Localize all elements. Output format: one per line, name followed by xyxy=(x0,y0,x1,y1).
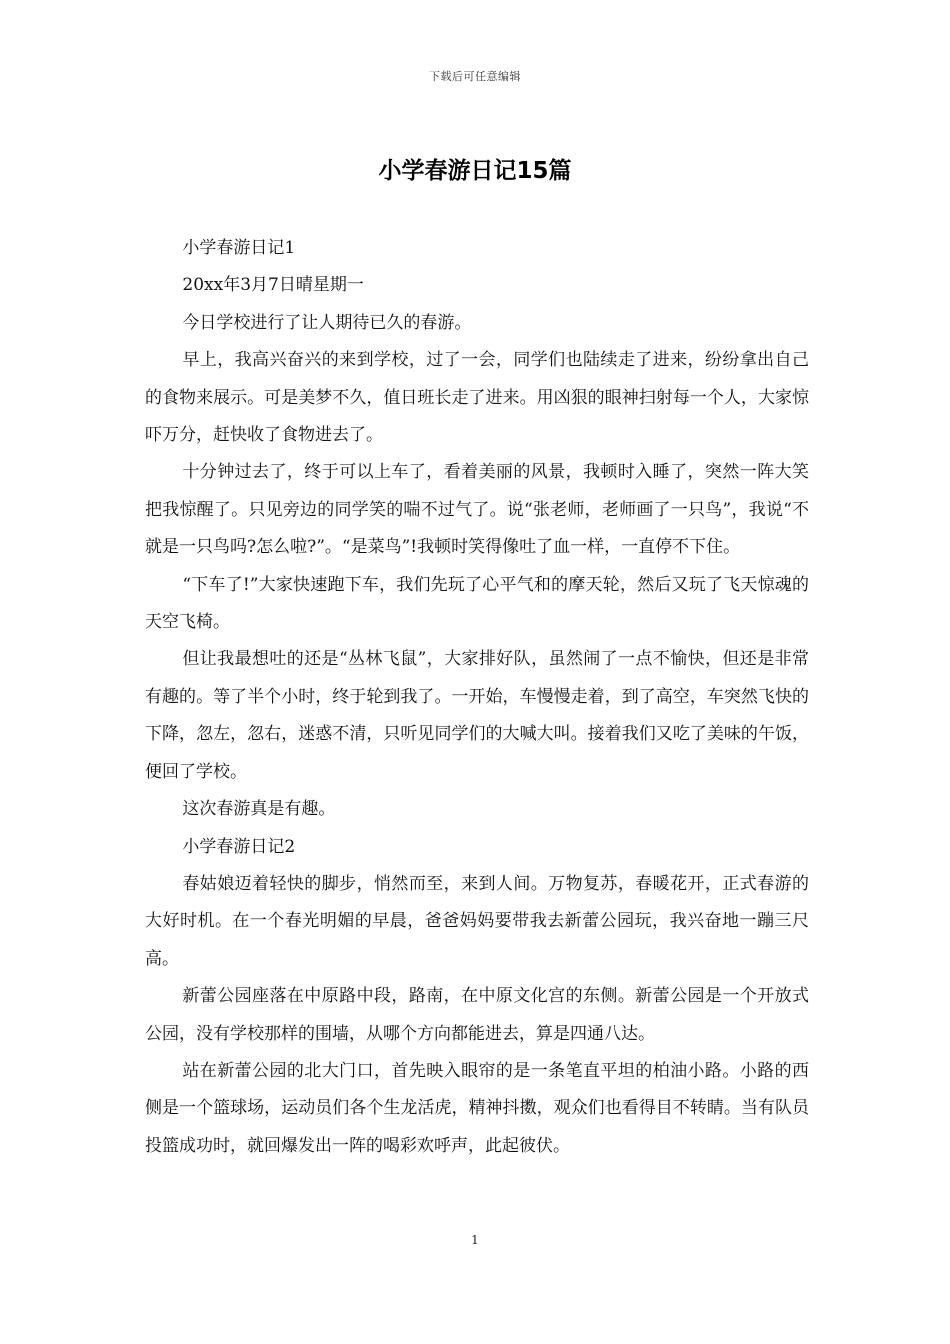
header-note: 下载后可任意编辑 xyxy=(429,70,521,83)
body-paragraph: 站在新蕾公园的北大门口，首先映入眼帘的是一条笔直平坦的柏油小路。小路的西侧是一个篮球场，运动员们各个生龙活虎，精神抖擞，观众们也看得目不转睛。当有队员投篮成功时，就回爆发出一阵的喝彩欢呼声，此起彼伏。 xyxy=(145,1060,809,1156)
body-paragraph: 但让我最想吐的还是“丛林飞鼠”，大家排好队，虽然闹了一点不愉快，但还是非常有趣的。等了半个小时，终于轮到我了。一开始，车慢慢走着，到了高空，车突然飞快的下降，忽左，忽右，迷惑不清，只听见同学们的大喊大叫。接着我们又吃了美味的午饭，便回了学校。 xyxy=(145,649,809,782)
body-paragraph: 今日学校进行了让人期待已久的春游。 xyxy=(182,312,472,333)
body-paragraph: 春姑娘迈着轻快的脚步，悄然而至，来到人间。万物复苏，春暖花开，正式春游的大好时机。在一个春光明媚的早晨，爸爸妈妈要带我去新蕾公园玩，我兴奋地一蹦三尺高。 xyxy=(145,873,809,969)
subheading-diary-1: 小学春游日记1 xyxy=(182,238,296,258)
subheading-diary-2: 小学春游日记2 xyxy=(182,836,296,857)
body-paragraph: 这次春游真是有趣。 xyxy=(182,799,336,820)
document-title: 小学春游日记15篇 xyxy=(378,158,572,184)
body-paragraph: 早上，我高兴奋兴的来到学校，过了一会，同学们也陆续走了进来，纷纷拿出自己的食物来展示。可是美梦不久，值日班长走了进来。用凶狠的眼神扫射每一个人，大家惊吓万分，赶快收了食物进去了。 xyxy=(145,350,809,446)
body-paragraph: 十分钟过去了，终于可以上车了，看着美丽的风景，我顿时入睡了，突然一阵大笑把我惊醒了。只见旁边的同学笑的喘不过气了。说“张老师，老师画了一只鸟”，我说“不就是一只鸟吗?怎么啦?”。“是菜鸟”!我顿时笑得像吐了血一样，一直停不下住。 xyxy=(145,462,809,558)
date-line: 20xx年3月7日晴星期一 xyxy=(182,275,364,296)
page-number: 1 xyxy=(471,1233,479,1247)
body-paragraph: “下车了!”大家快速跑下车，我们先玩了心平气和的摩天轮，然后又玩了飞天惊魂的天空飞椅。 xyxy=(145,574,809,633)
body-paragraph: 新蕾公园座落在中原路中段，路南，在中原文化宫的东侧。新蕾公园是一个开放式公园，没有学校那样的围墙，从哪个方向都能进去，算是四通八达。 xyxy=(145,986,809,1044)
document-body xyxy=(145,230,809,1165)
